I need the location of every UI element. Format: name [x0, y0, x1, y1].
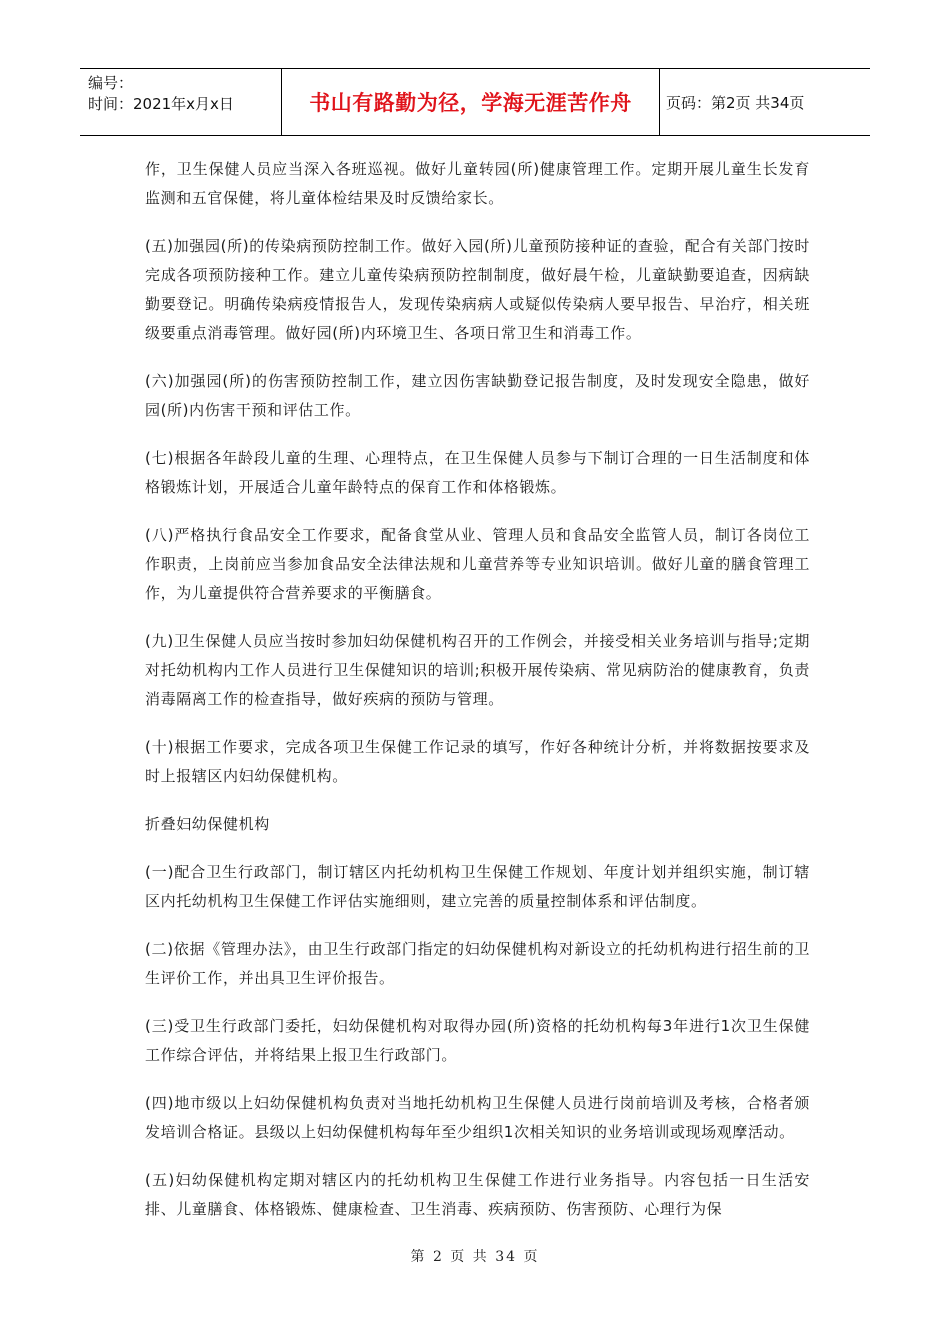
paragraph: 作，卫生保健人员应当深入各班巡视。做好儿童转园(所)健康管理工作。定期开展儿童生长发育监测和五官保健，将儿童体检结果及时反馈给家长。 [145, 160, 810, 207]
paragraph: (五)妇幼保健机构定期对辖区内的托幼机构卫生保健工作进行业务指导。内容包括一日生活安排、儿童膳食、体格锻炼、健康检查、卫生消毒、疾病预防、伤害预防、心理行为保 [145, 1171, 810, 1218]
header-meta [80, 69, 282, 135]
paragraph: (二)依据《管理办法》，由卫生行政部门指定的妇幼保健机构对新设立的托幼机构进行招生前的卫生评价工作，并出具卫生评价报告。 [145, 940, 810, 987]
paragraph: (八)严格执行食品安全工作要求，配备食堂从业、管理人员和食品安全监管人员，制订各岗位工作职责，上岗前应当参加食品安全法律法规和儿童营养等专业知识培训。做好儿童的膳食管理工作，为儿童提供符合营养要求的平衡膳食。 [145, 526, 810, 602]
paragraph: (七)根据各年龄段儿童的生理、心理特点，在卫生保健人员参与下制订合理的一日生活制度和体格锻炼计划，开展适合儿童年龄特点的保育工作和体格锻炼。 [145, 449, 810, 496]
page-footer: 第 2 页 共 34 页 [410, 1249, 540, 1265]
header-page-info: 页码：第2页 共34页 [666, 93, 805, 112]
paragraph: (五)加强园(所)的传染病预防控制工作。做好入园(所)儿童预防接种证的查验，配合有关部门按时完成各项预防接种工作。建立儿童传染病预防控制制度，做好晨午检，儿童缺勤要追查，因病缺勤要登记。明确传染病疫情报告人，发现传染病病人或疑似传染病人要早报告、早治疗，相关班级要重点消毒管理。做好园(所)内环境卫生、各项日常卫生和消毒工作。 [145, 237, 810, 342]
paragraph: (三)受卫生行政部门委托，妇幼保健机构对取得办园(所)资格的托幼机构每3年进行1次卫生保健工作综合评估，并将结果上报卫生行政部门。 [145, 1017, 810, 1064]
paragraph: (四)地市级以上妇幼保健机构负责对当地托幼机构卫生保健人员进行岗前培训及考核，合格者颁发培训合格证。县级以上妇幼保健机构每年至少组织1次相关知识的业务培训或现场观摩活动。 [145, 1094, 810, 1141]
header-motto: 书山有路勤为径，学海无涯苦作舟 [282, 69, 660, 135]
paragraph: (六)加强园(所)的伤害预防控制工作，建立因伤害缺勤登记报告制度，及时发现安全隐患，做好园(所)内伤害干预和评估工作。 [145, 372, 810, 419]
paragraph: (十)根据工作要求，完成各项卫生保健工作记录的填写，作好各种统计分析，并将数据按要求及时上报辖区内妇幼保健机构。 [145, 738, 810, 785]
document-date-label: 时间：2021年x月x日 [88, 95, 234, 113]
document-number-label: 编号： [88, 74, 134, 92]
page-header [80, 68, 870, 136]
section-heading: 折叠妇幼保健机构 [145, 815, 270, 833]
paragraph: (一)配合卫生行政部门，制订辖区内托幼机构卫生保健工作规划、年度计划并组织实施，制订辖区内托幼机构卫生保健工作评估实施细则，建立完善的质量控制体系和评估制度。 [145, 863, 810, 910]
document-body [145, 155, 810, 1243]
paragraph: (九)卫生保健人员应当按时参加妇幼保健机构召开的工作例会，并接受相关业务培训与指导;定期对托幼机构内工作人员进行卫生保健知识的培训;积极开展传染病、常见病防治的健康教育，负责消毒隔离工作的检查指导，做好疾病的预防与管理。 [145, 632, 810, 708]
